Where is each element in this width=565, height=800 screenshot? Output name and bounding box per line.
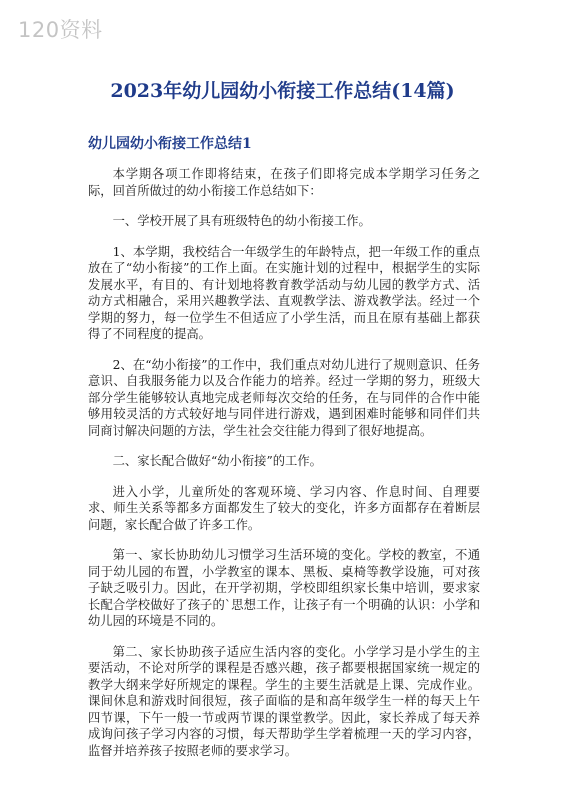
- document-body: [88, 166, 480, 773]
- paragraph: 一、学校开展了具有班级特色的幼小衔接工作。: [112, 214, 371, 228]
- paragraph: 第二、家长协助孩子适应生活内容的变化。小学学习是小学生的主要活动，不论对所学的课程是否感兴趣，孩子都要根据国家统一规定的教学大纲来学好所规定的课程。学生的主要生活就是上课、完成作业。课间休息和游戏时间很短，孩子面临的是和高年级学生一样的每天上午四节课，下午一般一节或两节课的课堂教学。因此，家长养成了每天养成询问孩子学习内容的习惯，每天帮助学生学着梳理一天的学习内容，监督并培养孩子按照老师的要求学习。: [88, 644, 480, 758]
- paragraph: 第一、家长协助幼儿习惯学习生活环境的变化。学校的教室，不通同于幼儿园的布置，小学教室的课本、黑板、桌椅等教学设施，可对孩子缺乏吸引力。因此，在开学初期，学校即组织家长集中培训，要求家长配合学校做好了孩子的`思想工作，让孩子有一个明确的认识：小学和幼儿园的环境是不同的。: [88, 548, 480, 628]
- paragraph: 进入小学，儿童所处的客观环境、学习内容、作息时间、自理要求、师生关系等都多方面都发生了较大的变化，许多方面都存在着断层问题，家长配合做了许多工作。: [88, 484, 480, 532]
- paragraph: 1、本学期，我校结合一年级学生的年龄特点，把一年级工作的重点放在了“幼小衔接”的工作上面。在实施计划的过程中，根据学生的实际发展水平，有目的、有计划地将教育教学活动与幼儿园的教学方式、活动方式相融合，采用兴趣教学法、直观教学法、游戏教学法。经过一个学期的努力，每一位学生不但适应了小学生活，而且在原有基础上都获得了不同程度的提高。: [88, 244, 480, 341]
- document-title: 2023年幼儿园幼小衔接工作总结(14篇): [110, 80, 455, 102]
- paragraph: 二、家长配合做好“幼小衔接”的工作。: [112, 454, 322, 468]
- section-heading: 幼儿园幼小衔接工作总结1: [88, 136, 252, 152]
- paragraph: 2、在“幼小衔接”的工作中，我们重点对幼儿进行了规则意识、任务意识、自我服务能力以及合作能力的培养。经过一学期的努力，班级大部分学生能够较认真地完成老师每次交给的任务，在与同伴的合作中能够用较灵活的方式较好地与同伴进行游戏，遇到困难时能够和同伴们共同商讨解决问题的方法，学生社会交往能力得到了很好地提高。: [88, 357, 480, 438]
- paragraph: 本学期各项工作即将结束，在孩子们即将完成本学期学习任务之际，回首所做过的幼小衔接工作总结如下：: [88, 167, 480, 198]
- watermark: 120资料: [18, 18, 103, 42]
